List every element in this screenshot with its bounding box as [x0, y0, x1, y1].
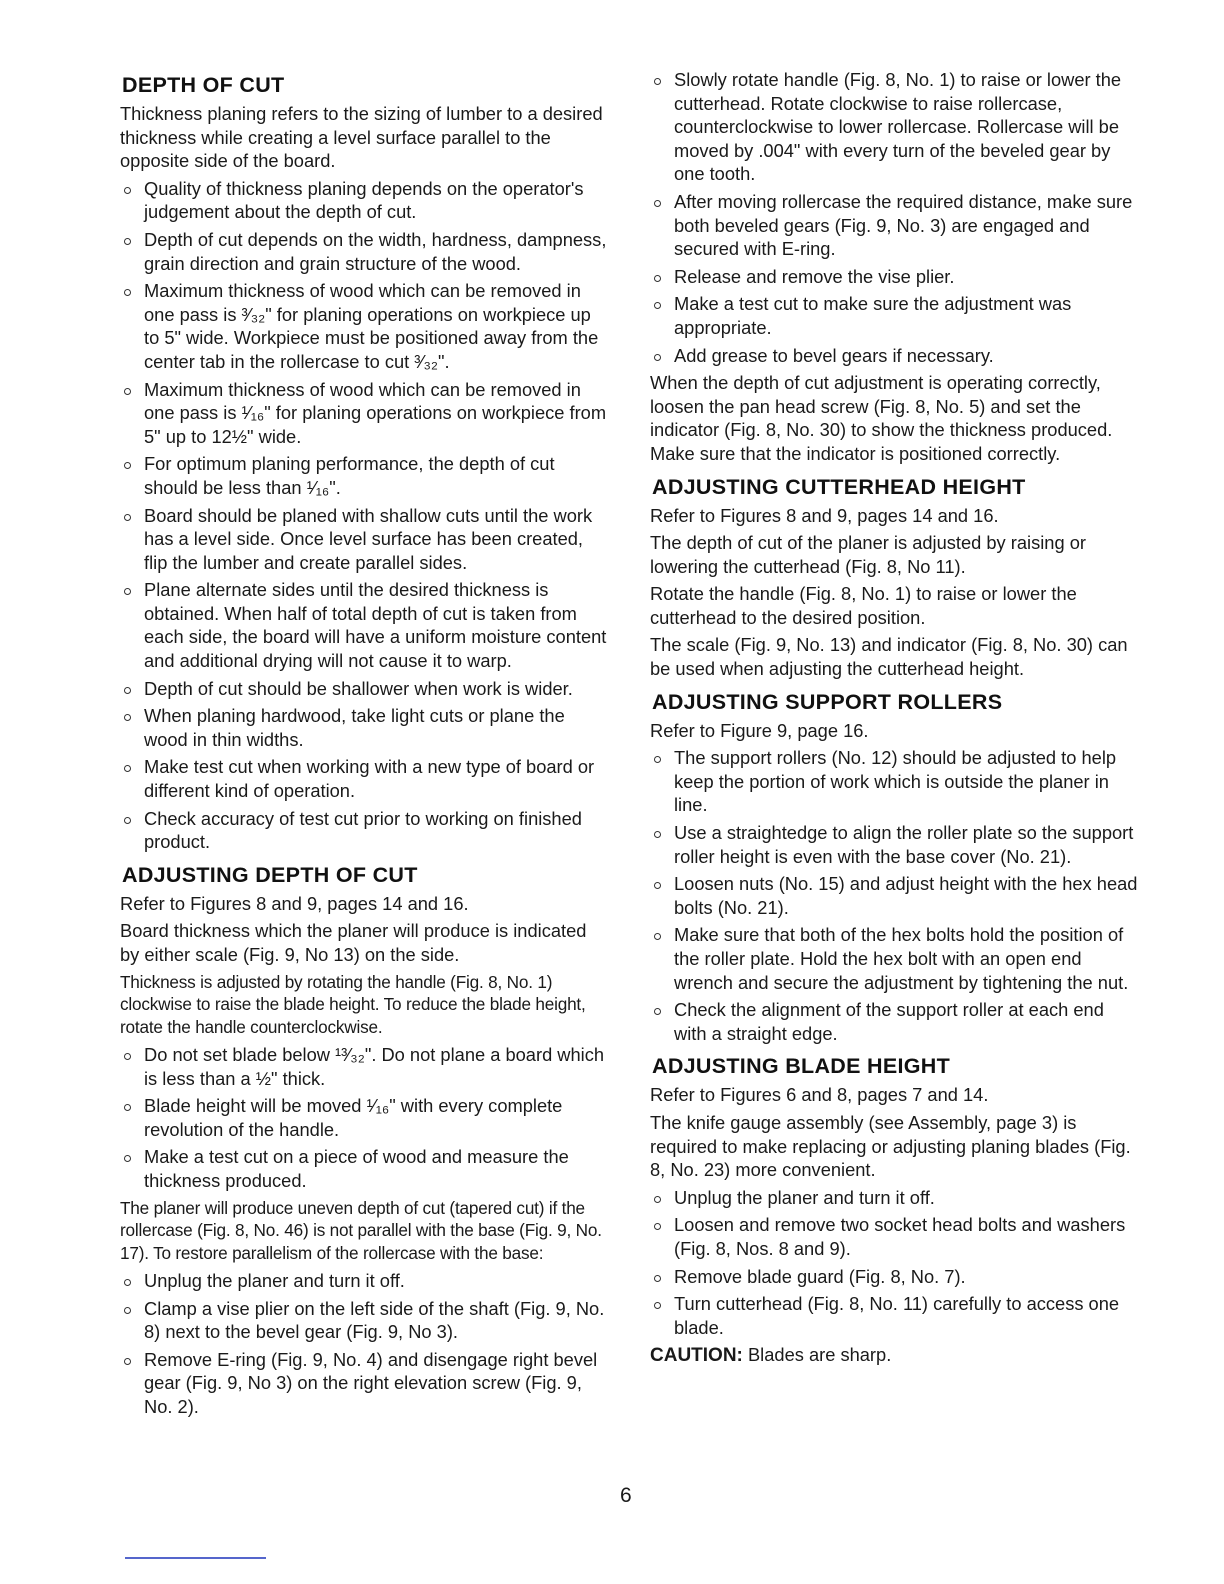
section-heading: DEPTH OF CUT	[122, 73, 285, 97]
paragraph: Thickness planing refers to the sizing of lumber to a desired thickness while creating a level surface parallel to the opposite side of the board.	[120, 103, 603, 172]
bullet-item: Clamp a vise plier on the left side of the shaft (Fig. 9, No. 8) next to the bevel gear (Fig. 9, No 3).	[120, 1297, 610, 1344]
section-heading: ADJUSTING DEPTH OF CUT	[122, 862, 418, 887]
bullet-item: Make sure that both of the hex bolts hold the position of the roller plate. Hold the hex bolt with an open end wrench and secure the adjustment by tightening the nut.	[650, 923, 1138, 994]
bullet-item: Use a straightedge to align the roller plate so the support roller height is even with the base cover (No. 21).	[650, 821, 1138, 868]
caution-label: CAUTION:	[650, 1345, 743, 1367]
paragraph: Refer to Figures 6 and 8, pages 7 and 14.	[650, 1084, 989, 1106]
paragraph: Rotate the handle (Fig. 8, No. 1) to raise or lower the cutterhead to the desired position.	[650, 583, 1077, 628]
bullet-item: Check the alignment of the support roller at each end with a straight edge.	[650, 998, 1138, 1045]
bullet-item: Check accuracy of test cut prior to working on finished product.	[120, 807, 610, 854]
paragraph: Refer to Figures 8 and 9, pages 14 and 16.	[120, 892, 469, 914]
section-heading: ADJUSTING SUPPORT ROLLERS	[652, 689, 1003, 714]
bullet-item: Quality of thickness planing depends on the operator's judgement about the depth of cut.	[120, 177, 610, 224]
paragraph: The scale (Fig. 9, No. 13) and indicator (Fig. 8, No. 30) can be used when adjusting the cutterhead height.	[650, 634, 1128, 680]
page-number: 6	[620, 1484, 632, 1507]
bullet-item: Remove blade guard (Fig. 8, No. 7).	[650, 1265, 1138, 1289]
bullet-item: Board should be planed with shallow cuts until the work has a level side. Once level surface has been created, flip the lumber and create parallel sides.	[120, 504, 610, 575]
bullet-item: Turn cutterhead (Fig. 8, No. 11) carefully to access one blade.	[650, 1292, 1138, 1339]
paragraph: When the depth of cut adjustment is operating correctly, loosen the pan head screw (Fig. 8, No. 5) and set the indicator (Fig. 8, No. 30) to show the thickness produced. Make sure that the indicator is positioned correctly.	[650, 372, 1113, 464]
bullet-item: Add grease to bevel gears if necessary.	[650, 344, 1138, 368]
bullet-item: After moving rollercase the required distance, make sure both beveled gears (Fig. 9, No. 3) are engaged and secured with E-ring.	[650, 190, 1138, 261]
bullet-item: Loosen nuts (No. 15) and adjust height with the hex head bolts (No. 21).	[650, 872, 1138, 919]
footer-rule	[125, 1557, 266, 1559]
bullet-item: Depth of cut depends on the width, hardness, dampness, grain direction and grain structure of the wood.	[120, 228, 610, 275]
bullet-item: Make test cut when working with a new type of board or different kind of operation.	[120, 755, 610, 802]
bullet-item: Release and remove the vise plier.	[650, 265, 1138, 289]
section-heading: ADJUSTING CUTTERHEAD HEIGHT	[652, 474, 1026, 499]
bullet-item: Slowly rotate handle (Fig. 8, No. 1) to raise or lower the cutterhead. Rotate clockwise to raise rollercase, counterclockwise to lower rollercase. Rollercase will be moved by .004" with every turn of the beveled gear by one tooth.	[650, 68, 1138, 186]
bullet-item: Unplug the planer and turn it off.	[120, 1269, 610, 1293]
bullet-item: The support rollers (No. 12) should be adjusted to help keep the portion of work which is outside the planer in line.	[650, 746, 1138, 817]
paragraph: The planer will produce uneven depth of cut (tapered cut) if the rollercase (Fig. 8, No. 46) is not parallel with the base (Fig. 9, No. 17). To restore parallelism of the rollercase with the base:	[120, 1197, 602, 1264]
bullet-item: For optimum planing performance, the depth of cut should be less than ¹⁄₁₆".	[120, 452, 610, 499]
section-heading: ADJUSTING BLADE HEIGHT	[652, 1054, 951, 1079]
bullet-item: Maximum thickness of wood which can be removed in one pass is ³⁄₃₂" for planing operations on workpiece up to 5" wide. Workpiece must be positioned away from the center tab in the rollercase to cut ³⁄₃₂".	[120, 279, 610, 373]
bullet-item: Loosen and remove two socket head bolts and washers (Fig. 8, Nos. 8 and 9).	[650, 1213, 1138, 1260]
caution-note	[650, 1343, 1138, 1368]
left-column	[120, 64, 610, 1423]
bullet-item: Make a test cut on a piece of wood and measure the thickness produced.	[120, 1145, 610, 1192]
bullet-item: When planing hardwood, take light cuts or plane the wood in thin widths.	[120, 704, 610, 751]
bullet-item: Do not set blade below ¹³⁄₃₂". Do not plane a board which is less than a ½" thick.	[120, 1043, 610, 1090]
caution-text: Blades are sharp.	[747, 1344, 892, 1366]
bullet-item: Depth of cut should be shallower when work is wider.	[120, 677, 610, 701]
bullet-item: Unplug the planer and turn it off.	[650, 1186, 1138, 1210]
paragraph: The depth of cut of the planer is adjusted by raising or lowering the cutterhead (Fig. 8, No 11).	[650, 532, 1086, 577]
bullet-item: Blade height will be moved ¹⁄₁₆" with every complete revolution of the handle.	[120, 1094, 610, 1141]
paragraph: Thickness is adjusted by rotating the handle (Fig. 8, No. 1) clockwise to raise the blade height. To reduce the blade height, rotate the handle counterclockwise.	[120, 971, 586, 1038]
bullet-item: Plane alternate sides until the desired thickness is obtained. When half of total depth of cut is taken from each side, the board will have a uniform moisture content and additional drying will not cause it to warp.	[120, 578, 610, 672]
paragraph: The knife gauge assembly (see Assembly, page 3) is required to make replacing or adjusting planing blades (Fig. 8, No. 23) more convenient.	[650, 1111, 1131, 1181]
bullet-item: Remove E-ring (Fig. 9, No. 4) and disengage right bevel gear (Fig. 9, No 3) on the right elevation screw (Fig. 9, No. 2).	[120, 1348, 610, 1419]
paragraph: Refer to Figure 9, page 16.	[650, 719, 869, 741]
paragraph: Refer to Figures 8 and 9, pages 14 and 16.	[650, 504, 999, 526]
right-column	[650, 68, 1138, 1372]
bullet-item: Make a test cut to make sure the adjustment was appropriate.	[650, 292, 1138, 339]
bullet-item: Maximum thickness of wood which can be removed in one pass is ¹⁄₁₆" for planing operations on workpiece from 5" up to 12½" wide.	[120, 378, 610, 449]
paragraph: Board thickness which the planer will produce is indicated by either scale (Fig. 9, No 13) on the side.	[120, 920, 587, 965]
